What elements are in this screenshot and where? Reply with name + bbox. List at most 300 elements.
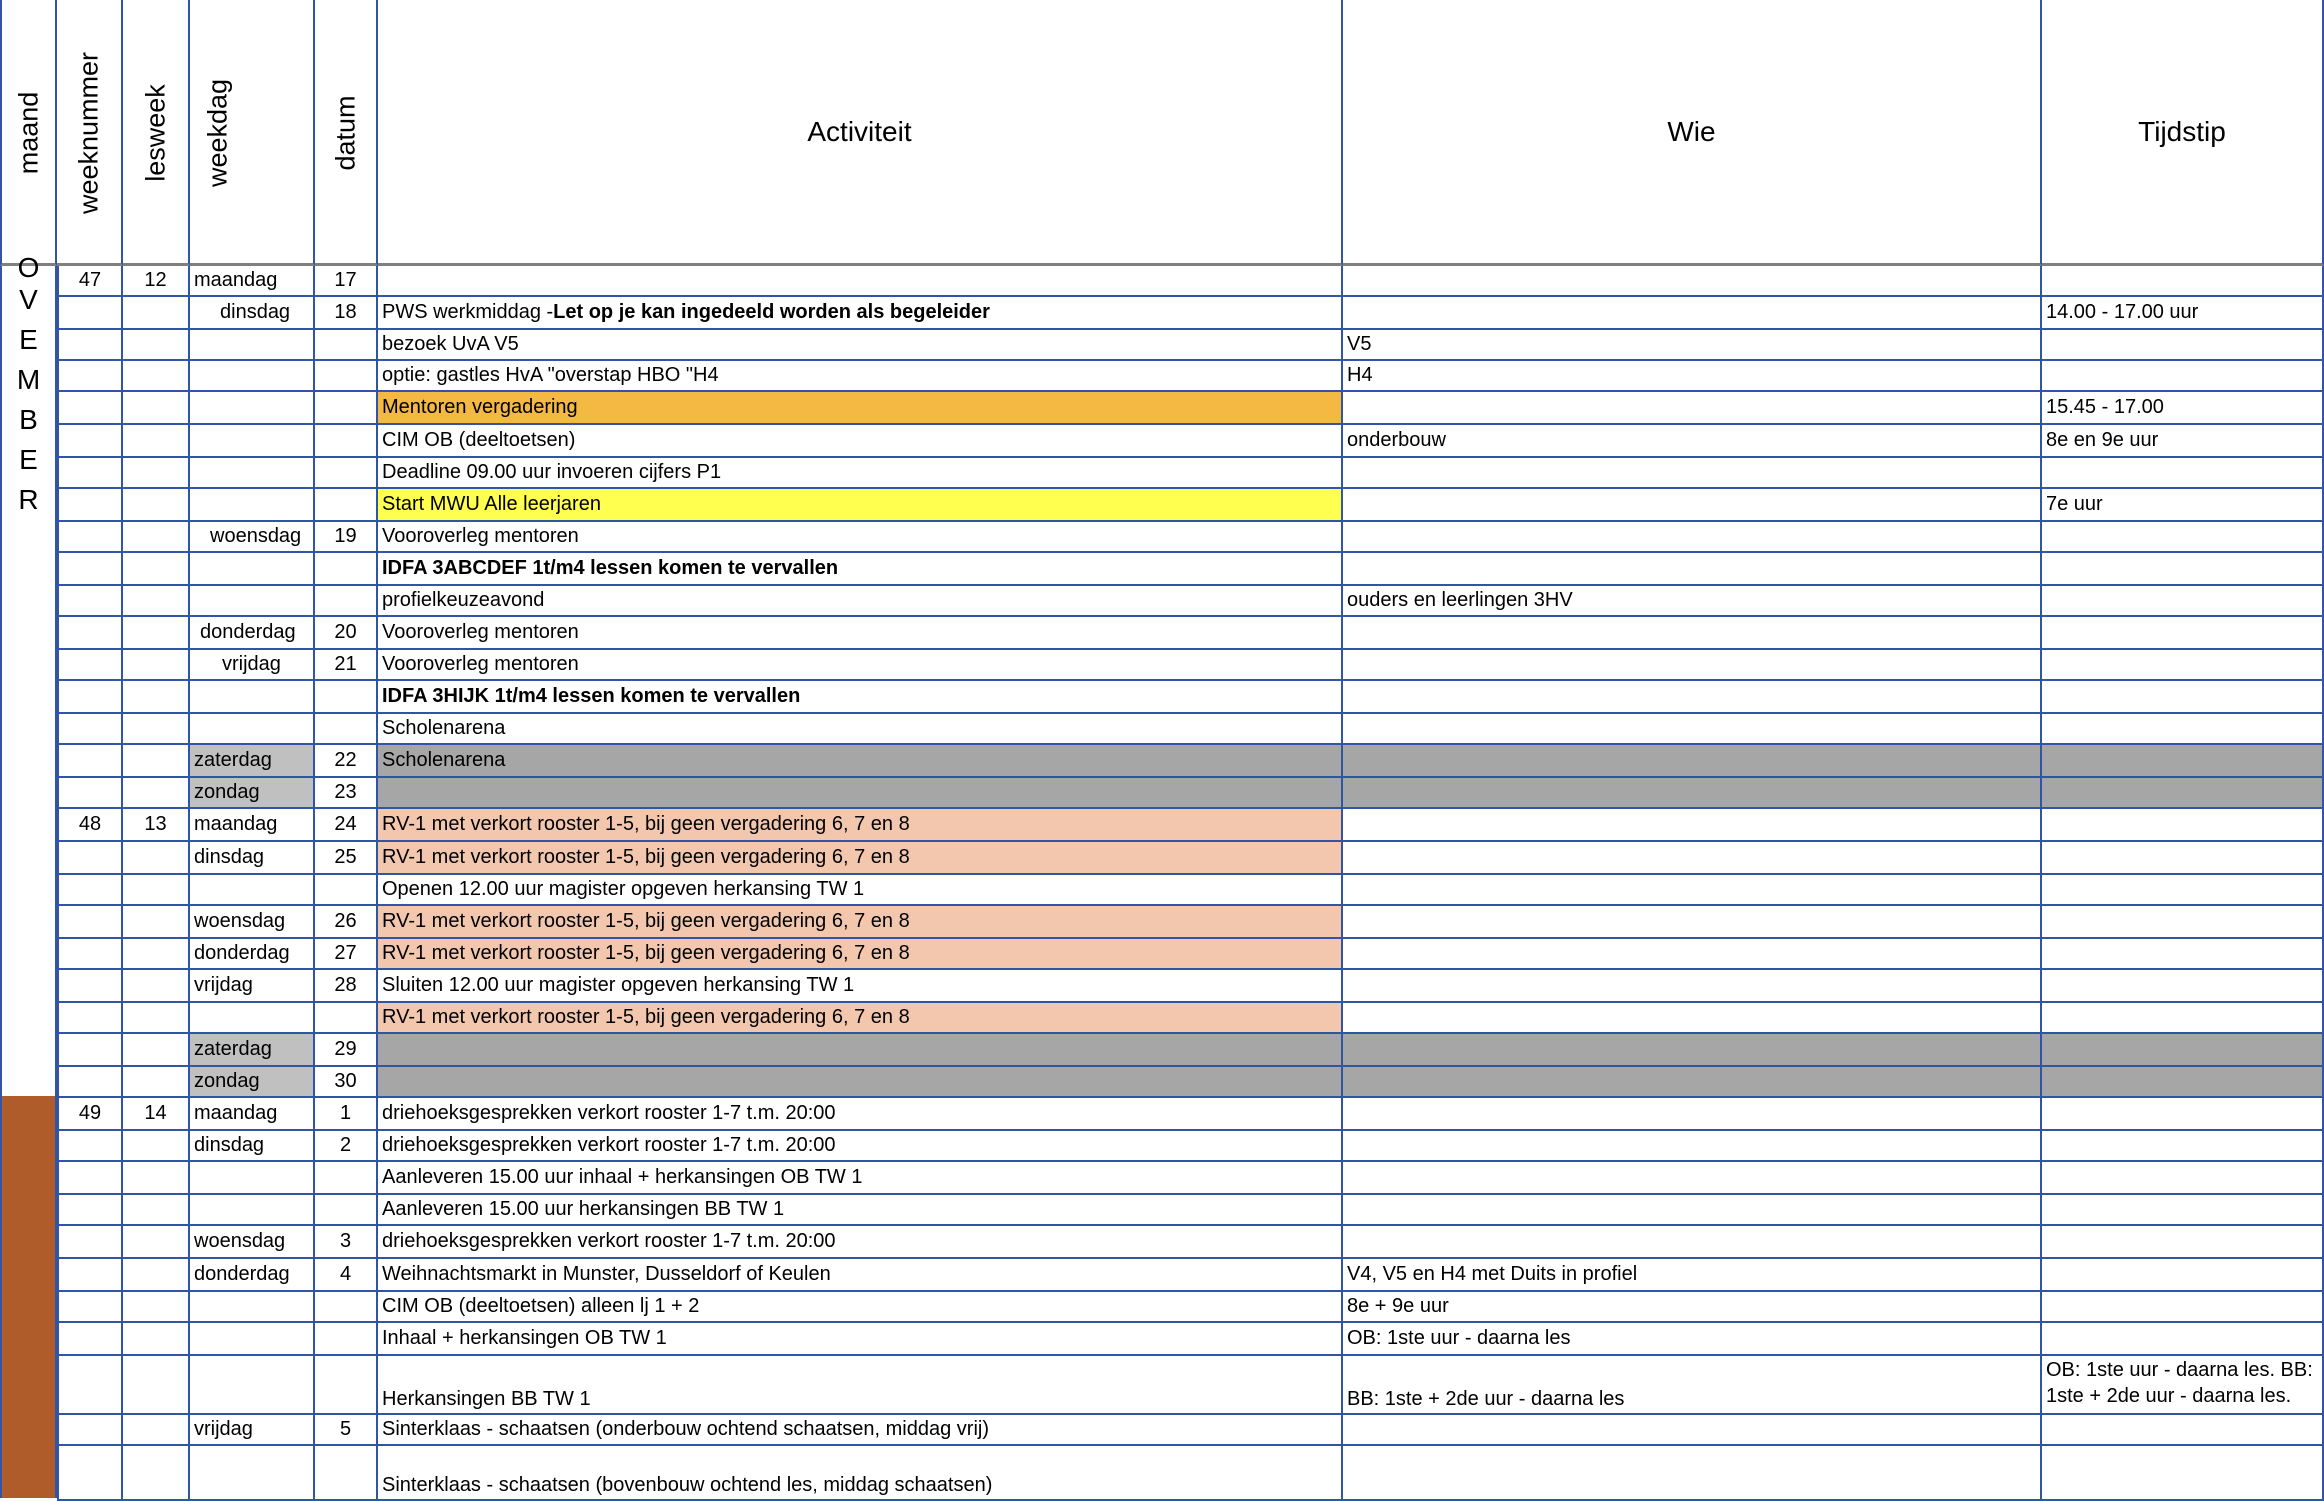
cell-time[interactable]: [2042, 1067, 2324, 1098]
header-wie-label: Wie: [1667, 115, 1716, 147]
cell-lesweek[interactable]: [123, 617, 190, 650]
cell-date[interactable]: [315, 1446, 378, 1501]
cell-lesweek[interactable]: [123, 425, 190, 458]
cell-week[interactable]: [57, 970, 123, 1003]
cell-date[interactable]: [315, 425, 378, 458]
cell-activity[interactable]: [378, 939, 1343, 970]
cell-date[interactable]: [315, 361, 378, 392]
cell-weekday[interactable]: [190, 1356, 315, 1415]
cell-weekday[interactable]: [190, 458, 315, 489]
who-text: onderbouw: [1347, 429, 1446, 451]
cell-weekday[interactable]: [190, 970, 315, 1003]
cell-lesweek[interactable]: [123, 745, 190, 778]
cell-who[interactable]: [1343, 1195, 2042, 1226]
cell-weekday[interactable]: [190, 650, 315, 681]
cell-weekday[interactable]: [190, 681, 315, 714]
cell-week[interactable]: [57, 1098, 123, 1131]
cell-time[interactable]: [2042, 778, 2324, 809]
cell-time[interactable]: [2042, 1098, 2324, 1131]
weekday-text: zaterdag: [194, 1038, 272, 1060]
cell-lesweek[interactable]: [123, 392, 190, 425]
cell-time[interactable]: [2042, 297, 2324, 330]
cell-lesweek[interactable]: [123, 842, 190, 875]
cell-week[interactable]: [57, 617, 123, 650]
cell-who[interactable]: [1343, 1131, 2042, 1162]
cell-week[interactable]: [57, 906, 123, 939]
cell-lesweek[interactable]: [123, 1446, 190, 1501]
cell-who[interactable]: [1343, 1292, 2042, 1323]
activity-text: Vooroverleg mentoren: [382, 653, 579, 675]
cell-who[interactable]: [1343, 1067, 2042, 1098]
cell-time[interactable]: [2042, 617, 2324, 650]
cell-who[interactable]: [1343, 778, 2042, 809]
cell-time[interactable]: [2042, 1446, 2324, 1501]
cell-week[interactable]: [57, 650, 123, 681]
cell-week[interactable]: [57, 361, 123, 392]
cell-who[interactable]: [1343, 1415, 2042, 1446]
cell-activity[interactable]: [378, 650, 1343, 681]
cell-weekday[interactable]: [190, 1098, 315, 1131]
cell-lesweek[interactable]: [123, 586, 190, 617]
cell-time[interactable]: [2042, 714, 2324, 745]
cell-date[interactable]: [315, 297, 378, 330]
cell-weekday[interactable]: [190, 906, 315, 939]
cell-date[interactable]: [315, 1131, 378, 1162]
cell-weekday[interactable]: [190, 1195, 315, 1226]
cell-week[interactable]: [57, 1195, 123, 1226]
header-weeknummer-label: weeknummer: [73, 51, 104, 215]
cell-activity[interactable]: [378, 809, 1343, 842]
cell-week[interactable]: [57, 1131, 123, 1162]
cell-who[interactable]: [1343, 939, 2042, 970]
activity-text: RV-1 met verkort rooster 1-5, bij geen vergadering 6, 7 en 8: [382, 1006, 910, 1028]
cell-lesweek[interactable]: [123, 1323, 190, 1356]
who-text: V5: [1347, 333, 1372, 355]
cell-weekday[interactable]: [190, 489, 315, 522]
cell-date[interactable]: [315, 1034, 378, 1067]
cell-who[interactable]: [1343, 970, 2042, 1003]
activity-text: Herkansingen BB TW 1: [382, 1388, 591, 1410]
time-text: OB: 1ste uur - daarna les. BB: 1ste + 2de uur - daarna les.: [2046, 1359, 2313, 1407]
cell-time[interactable]: [2042, 553, 2324, 586]
cell-activity[interactable]: [378, 1226, 1343, 1259]
cell-time[interactable]: [2042, 489, 2324, 522]
cell-time[interactable]: [2042, 586, 2324, 617]
cell-date[interactable]: [315, 1323, 378, 1356]
cell-activity[interactable]: [378, 1034, 1343, 1067]
cell-time[interactable]: [2042, 1415, 2324, 1446]
cell-date[interactable]: [315, 1415, 378, 1446]
date-text: 23: [334, 781, 357, 803]
cell-lesweek[interactable]: [123, 522, 190, 553]
cell-weekday[interactable]: [190, 586, 315, 617]
cell-week[interactable]: [57, 842, 123, 875]
cell-activity[interactable]: [378, 714, 1343, 745]
cell-date[interactable]: [315, 553, 378, 586]
cell-week[interactable]: [57, 1162, 123, 1195]
cell-date[interactable]: [315, 617, 378, 650]
cell-lesweek[interactable]: [123, 1195, 190, 1226]
cell-lesweek[interactable]: [123, 1003, 190, 1034]
cell-who[interactable]: [1343, 297, 2042, 330]
cell-who[interactable]: [1343, 809, 2042, 842]
cell-time[interactable]: [2042, 1323, 2324, 1356]
cell-week[interactable]: [57, 586, 123, 617]
cell-weekday[interactable]: [190, 297, 315, 330]
cell-activity[interactable]: [378, 970, 1343, 1003]
cell-date[interactable]: [315, 1259, 378, 1292]
cell-who[interactable]: [1343, 458, 2042, 489]
cell-week[interactable]: [57, 1446, 123, 1501]
cell-date[interactable]: [315, 778, 378, 809]
cell-activity[interactable]: [378, 266, 1343, 297]
cell-time[interactable]: [2042, 906, 2324, 939]
cell-date[interactable]: [315, 1226, 378, 1259]
cell-week[interactable]: [57, 266, 123, 297]
cell-activity[interactable]: [378, 1323, 1343, 1356]
cell-date[interactable]: [315, 745, 378, 778]
cell-date[interactable]: [315, 970, 378, 1003]
cell-time[interactable]: [2042, 650, 2324, 681]
cell-week[interactable]: [57, 392, 123, 425]
cell-who[interactable]: [1343, 1098, 2042, 1131]
cell-time[interactable]: [2042, 875, 2324, 906]
cell-date[interactable]: [315, 875, 378, 906]
date-text: 28: [334, 974, 357, 996]
cell-activity[interactable]: [378, 586, 1343, 617]
cell-activity[interactable]: [378, 297, 1343, 330]
cell-time[interactable]: [2042, 1226, 2324, 1259]
cell-date[interactable]: [315, 586, 378, 617]
cell-date[interactable]: [315, 809, 378, 842]
cell-time[interactable]: [2042, 522, 2324, 553]
cell-week[interactable]: [57, 714, 123, 745]
cell-weekday[interactable]: [190, 361, 315, 392]
cell-weekday[interactable]: [190, 1003, 315, 1034]
cell-week[interactable]: [57, 1226, 123, 1259]
cell-week[interactable]: [57, 1292, 123, 1323]
cell-weekday[interactable]: [190, 1415, 315, 1446]
cell-who[interactable]: [1343, 906, 2042, 939]
cell-week[interactable]: [57, 1323, 123, 1356]
cell-time[interactable]: [2042, 1162, 2324, 1195]
cell-activity[interactable]: [378, 1446, 1343, 1501]
cell-who[interactable]: [1343, 842, 2042, 875]
header-weeknummer[interactable]: [57, 0, 123, 266]
cell-time[interactable]: [2042, 458, 2324, 489]
date-text: 20: [334, 621, 357, 643]
cell-who[interactable]: [1343, 425, 2042, 458]
cell-week[interactable]: [57, 297, 123, 330]
cell-weekday[interactable]: [190, 778, 315, 809]
cell-date[interactable]: [315, 1292, 378, 1323]
cell-date[interactable]: [315, 458, 378, 489]
cell-lesweek[interactable]: [123, 1098, 190, 1131]
cell-date[interactable]: [315, 1067, 378, 1098]
cell-lesweek[interactable]: [123, 1356, 190, 1415]
cell-time[interactable]: [2042, 939, 2324, 970]
cell-activity[interactable]: [378, 458, 1343, 489]
cell-time[interactable]: [2042, 1034, 2324, 1067]
header-activiteit[interactable]: [378, 0, 1343, 266]
cell-activity[interactable]: [378, 1098, 1343, 1131]
cell-week[interactable]: [57, 489, 123, 522]
cell-activity[interactable]: [378, 361, 1343, 392]
cell-date[interactable]: [315, 330, 378, 361]
cell-who[interactable]: [1343, 553, 2042, 586]
cell-who[interactable]: [1343, 1259, 2042, 1292]
cell-lesweek[interactable]: [123, 1067, 190, 1098]
cell-who[interactable]: [1343, 617, 2042, 650]
cell-time[interactable]: [2042, 681, 2324, 714]
cell-weekday[interactable]: [190, 1162, 315, 1195]
cell-who[interactable]: [1343, 1323, 2042, 1356]
header-lesweek[interactable]: [123, 0, 190, 266]
cell-activity[interactable]: [378, 778, 1343, 809]
cell-week[interactable]: [57, 458, 123, 489]
cell-weekday[interactable]: [190, 522, 315, 553]
cell-lesweek[interactable]: [123, 809, 190, 842]
cell-activity[interactable]: [378, 681, 1343, 714]
cell-activity[interactable]: [378, 617, 1343, 650]
header-weekdag[interactable]: [190, 0, 315, 266]
cell-week[interactable]: [57, 681, 123, 714]
cell-time[interactable]: [2042, 745, 2324, 778]
cell-date[interactable]: [315, 1195, 378, 1226]
cell-weekday[interactable]: [190, 1259, 315, 1292]
cell-activity[interactable]: [378, 745, 1343, 778]
cell-activity[interactable]: [378, 1356, 1343, 1415]
cell-date[interactable]: [315, 392, 378, 425]
who-text: 8e + 9e uur: [1347, 1295, 1449, 1317]
cell-lesweek[interactable]: [123, 458, 190, 489]
cell-who[interactable]: [1343, 266, 2042, 297]
cell-lesweek[interactable]: [123, 714, 190, 745]
cell-who[interactable]: [1343, 586, 2042, 617]
cell-time[interactable]: [2042, 392, 2324, 425]
cell-who[interactable]: [1343, 361, 2042, 392]
weekday-text: vrijdag: [194, 1418, 253, 1440]
cell-time[interactable]: [2042, 1292, 2324, 1323]
cell-weekday[interactable]: [190, 714, 315, 745]
cell-weekday[interactable]: [190, 392, 315, 425]
cell-weekday[interactable]: [190, 617, 315, 650]
weekday-text: woensdag: [194, 910, 286, 932]
cell-activity[interactable]: [378, 1415, 1343, 1446]
cell-time[interactable]: [2042, 1195, 2324, 1226]
cell-date[interactable]: [315, 522, 378, 553]
cell-date[interactable]: [315, 1356, 378, 1415]
cell-date[interactable]: [315, 714, 378, 745]
cell-who[interactable]: [1343, 1226, 2042, 1259]
cell-week[interactable]: [57, 553, 123, 586]
weekday-text: dinsdag: [194, 1134, 265, 1156]
cell-weekday[interactable]: [190, 330, 315, 361]
cell-lesweek[interactable]: [123, 1131, 190, 1162]
cell-week[interactable]: [57, 745, 123, 778]
cell-lesweek[interactable]: [123, 778, 190, 809]
cell-who[interactable]: [1343, 681, 2042, 714]
cell-lesweek[interactable]: [123, 330, 190, 361]
cell-time[interactable]: [2042, 330, 2324, 361]
cell-week[interactable]: [57, 1034, 123, 1067]
cell-week[interactable]: [57, 778, 123, 809]
weekday-text: zaterdag: [194, 749, 272, 771]
cell-lesweek[interactable]: [123, 1259, 190, 1292]
cell-weekday[interactable]: [190, 842, 315, 875]
cell-date[interactable]: [315, 681, 378, 714]
cell-week[interactable]: [57, 522, 123, 553]
cell-activity[interactable]: [378, 1003, 1343, 1034]
cell-lesweek[interactable]: [123, 266, 190, 297]
cell-activity[interactable]: [378, 1067, 1343, 1098]
activity-bold-text: IDFA 3HIJK 1t/m4 lessen komen te vervallen: [382, 685, 801, 707]
cell-activity[interactable]: [378, 875, 1343, 906]
cell-activity[interactable]: [378, 522, 1343, 553]
cell-lesweek[interactable]: [123, 970, 190, 1003]
cell-lesweek[interactable]: [123, 650, 190, 681]
header-maand[interactable]: [0, 0, 57, 266]
cell-lesweek[interactable]: [123, 906, 190, 939]
cell-lesweek[interactable]: [123, 875, 190, 906]
activity-text: Aanleveren 15.00 uur herkansingen BB TW 1: [382, 1198, 785, 1220]
cell-activity[interactable]: [378, 1131, 1343, 1162]
cell-date[interactable]: [315, 489, 378, 522]
cell-date[interactable]: [315, 1098, 378, 1131]
cell-activity[interactable]: [378, 842, 1343, 875]
cell-week[interactable]: [57, 330, 123, 361]
cell-who[interactable]: [1343, 489, 2042, 522]
cell-weekday[interactable]: [190, 1292, 315, 1323]
cell-activity[interactable]: [378, 553, 1343, 586]
activity-text: Vooroverleg mentoren: [382, 621, 579, 643]
cell-week[interactable]: [57, 425, 123, 458]
cell-week[interactable]: [57, 1067, 123, 1098]
cell-who[interactable]: [1343, 1034, 2042, 1067]
cell-lesweek[interactable]: [123, 1415, 190, 1446]
cell-time[interactable]: [2042, 1003, 2324, 1034]
cell-week[interactable]: [57, 1003, 123, 1034]
cell-weekday[interactable]: [190, 1034, 315, 1067]
cell-date[interactable]: [315, 939, 378, 970]
cell-weekday[interactable]: [190, 1323, 315, 1356]
cell-who[interactable]: [1343, 330, 2042, 361]
cell-who[interactable]: [1343, 1446, 2042, 1501]
cell-who[interactable]: [1343, 392, 2042, 425]
who-text: V4, V5 en H4 met Duits in profiel: [1347, 1263, 1638, 1285]
cell-activity[interactable]: [378, 489, 1343, 522]
cell-weekday[interactable]: [190, 1446, 315, 1501]
cell-activity[interactable]: [378, 1162, 1343, 1195]
header-activiteit-label: Activiteit: [807, 115, 912, 147]
header-datum[interactable]: [315, 0, 378, 266]
cell-who[interactable]: [1343, 522, 2042, 553]
time-text: 14.00 - 17.00 uur: [2046, 301, 2199, 323]
cell-who[interactable]: [1343, 1356, 2042, 1415]
cell-time[interactable]: [2042, 361, 2324, 392]
weekday-text: zondag: [194, 781, 260, 803]
activity-text: Sinterklaas - schaatsen (onderbouw ochtend schaatsen, middag vrij): [382, 1418, 989, 1440]
cell-lesweek[interactable]: [123, 1034, 190, 1067]
cell-weekday[interactable]: [190, 1226, 315, 1259]
cell-lesweek[interactable]: [123, 1292, 190, 1323]
cell-time[interactable]: [2042, 266, 2324, 297]
cell-who[interactable]: [1343, 875, 2042, 906]
cell-week[interactable]: [57, 939, 123, 970]
cell-lesweek[interactable]: [123, 1162, 190, 1195]
cell-time[interactable]: [2042, 1131, 2324, 1162]
cell-time[interactable]: [2042, 1259, 2324, 1292]
cell-lesweek[interactable]: [123, 681, 190, 714]
cell-weekday[interactable]: [190, 553, 315, 586]
cell-week[interactable]: [57, 1259, 123, 1292]
activity-text: Weihnachtsmarkt in Munster, Dusseldorf of Keulen: [382, 1263, 831, 1285]
cell-weekday[interactable]: [190, 875, 315, 906]
cell-week[interactable]: [57, 1415, 123, 1446]
cell-time[interactable]: [2042, 809, 2324, 842]
cell-weekday[interactable]: [190, 745, 315, 778]
cell-weekday[interactable]: [190, 939, 315, 970]
cell-activity[interactable]: [378, 1195, 1343, 1226]
header-tijdstip-label: Tijdstip: [2138, 115, 2226, 147]
cell-week[interactable]: [57, 875, 123, 906]
cell-date[interactable]: [315, 266, 378, 297]
cell-date[interactable]: [315, 650, 378, 681]
cell-who[interactable]: [1343, 745, 2042, 778]
cell-weekday[interactable]: [190, 809, 315, 842]
cell-lesweek[interactable]: [123, 939, 190, 970]
cell-date[interactable]: [315, 842, 378, 875]
cell-activity[interactable]: [378, 906, 1343, 939]
cell-time[interactable]: [2042, 1356, 2324, 1415]
cell-activity[interactable]: [378, 1292, 1343, 1323]
weekday-text: vrijdag: [194, 974, 253, 996]
weekday-text: vrijdag: [222, 653, 281, 675]
cell-weekday[interactable]: [190, 1131, 315, 1162]
cell-time[interactable]: [2042, 970, 2324, 1003]
header-lesweek-label: lesweek: [140, 84, 170, 182]
activity-text: PWS werkmiddag -: [382, 301, 554, 323]
cell-who[interactable]: [1343, 1162, 2042, 1195]
cell-date[interactable]: [315, 906, 378, 939]
cell-lesweek[interactable]: [123, 297, 190, 330]
cell-weekday[interactable]: [190, 1067, 315, 1098]
cell-lesweek[interactable]: [123, 361, 190, 392]
cell-lesweek[interactable]: [123, 553, 190, 586]
cell-who[interactable]: [1343, 714, 2042, 745]
activity-text: RV-1 met verkort rooster 1-5, bij geen vergadering 6, 7 en 8: [382, 942, 910, 964]
cell-activity[interactable]: [378, 1259, 1343, 1292]
cell-activity[interactable]: [378, 392, 1343, 425]
cell-week[interactable]: [57, 809, 123, 842]
header-wie[interactable]: [1343, 0, 2042, 266]
cell-who[interactable]: [1343, 1003, 2042, 1034]
cell-week[interactable]: [57, 1356, 123, 1415]
cell-activity[interactable]: [378, 330, 1343, 361]
header-tijdstip[interactable]: [2042, 0, 2324, 266]
activity-text: driehoeksgesprekken verkort rooster 1-7 t.m. 20:00: [382, 1102, 836, 1124]
cell-activity[interactable]: [378, 425, 1343, 458]
cell-date[interactable]: [315, 1003, 378, 1034]
cell-time[interactable]: [2042, 425, 2324, 458]
cell-lesweek[interactable]: [123, 489, 190, 522]
cell-weekday[interactable]: [190, 266, 315, 297]
cell-date[interactable]: [315, 1162, 378, 1195]
cell-time[interactable]: [2042, 842, 2324, 875]
cell-who[interactable]: [1343, 650, 2042, 681]
cell-lesweek[interactable]: [123, 1226, 190, 1259]
cell-weekday[interactable]: [190, 425, 315, 458]
